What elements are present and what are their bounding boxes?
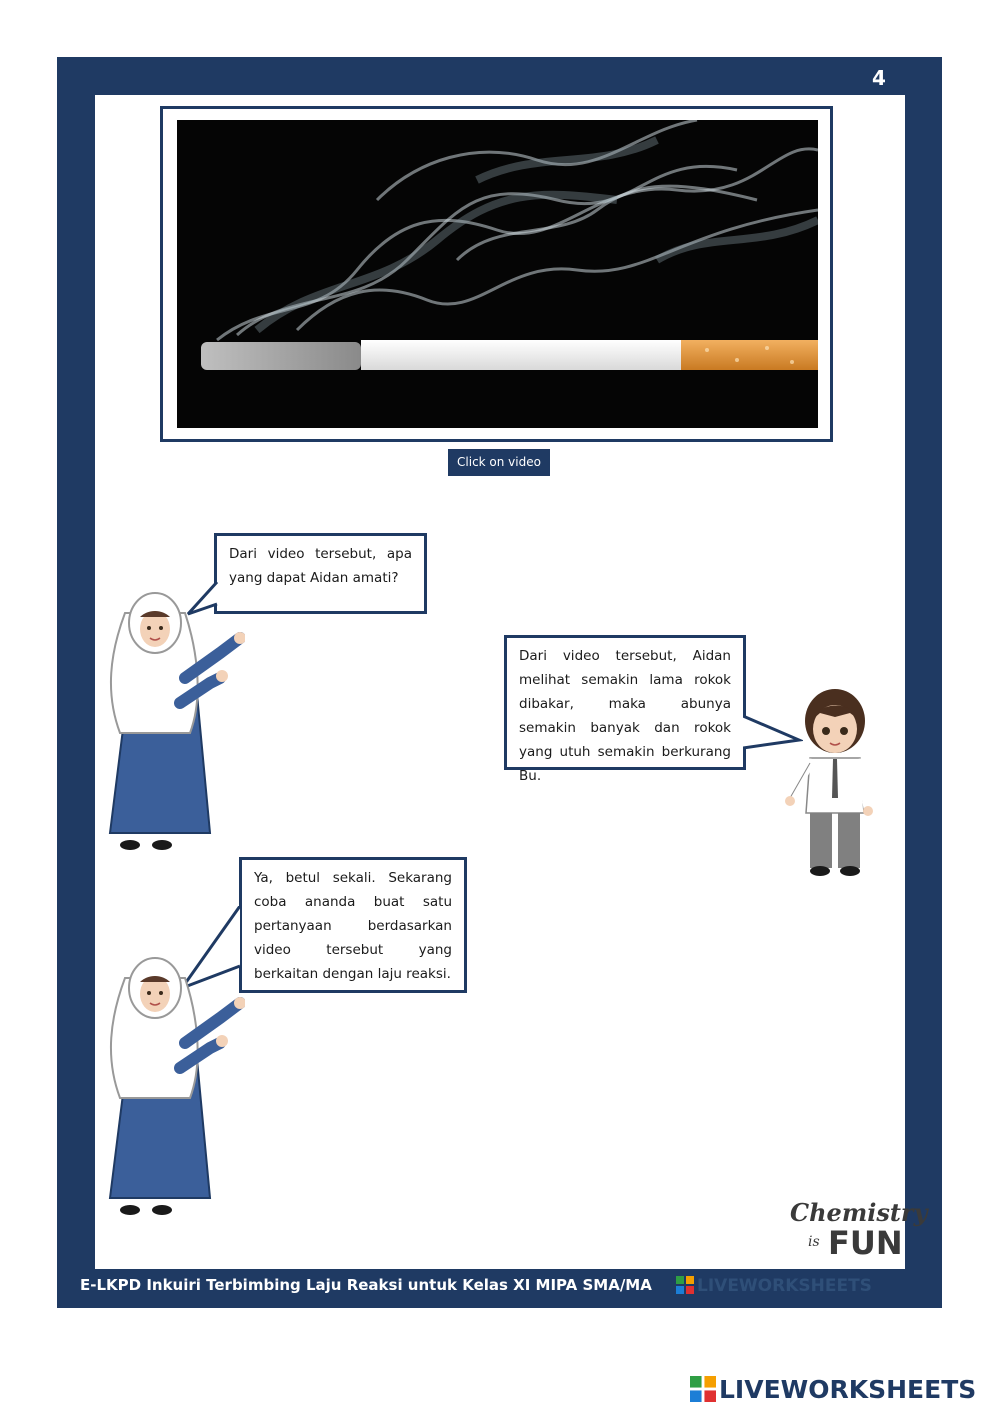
student-answer-bubble: [504, 635, 746, 784]
cigarette-smoke-image: [177, 120, 818, 428]
teacher-character: [100, 583, 245, 858]
page-number: 4: [872, 66, 886, 90]
teacher-followup-text: Ya, betul sekali. Sekarang coba ananda buat satu pertanyaan berdasarkan video tersebut yang berkaitan dengan laju reaksi.: [254, 870, 452, 982]
liveworksheets-icon: [676, 1276, 694, 1294]
video-thumbnail[interactable]: [177, 120, 818, 428]
chemistry-is-fun-logo: Chemistry is FUN: [790, 1198, 928, 1262]
teacher-character: [100, 948, 245, 1223]
liveworksheets-watermark: LIVEWORKSHEETS: [690, 1375, 990, 1407]
liveworksheets-icon: [690, 1376, 716, 1402]
bubble-tail: [186, 582, 220, 618]
teacher-question-bubble: [214, 533, 427, 614]
click-on-video-button[interactable]: Click on video: [448, 449, 550, 476]
teacher-question-text: Dari video tersebut, apa yang dapat Aidan amati?: [229, 546, 412, 586]
teacher-followup-bubble: [239, 857, 467, 993]
student-character: [780, 683, 880, 878]
footer-title: E-LKPD Inkuiri Terbimbing Laju Reaksi untuk Kelas XI MIPA SMA/MA: [80, 1276, 652, 1294]
footer-watermark: LIVEWORKSHEETS: [676, 1276, 938, 1298]
student-answer-text: Dari video tersebut, Aidan melihat semakin lama rokok dibakar, maka abunya semakin banyak dan rokok yang utuh semakin berkurang Bu.: [519, 648, 731, 784]
